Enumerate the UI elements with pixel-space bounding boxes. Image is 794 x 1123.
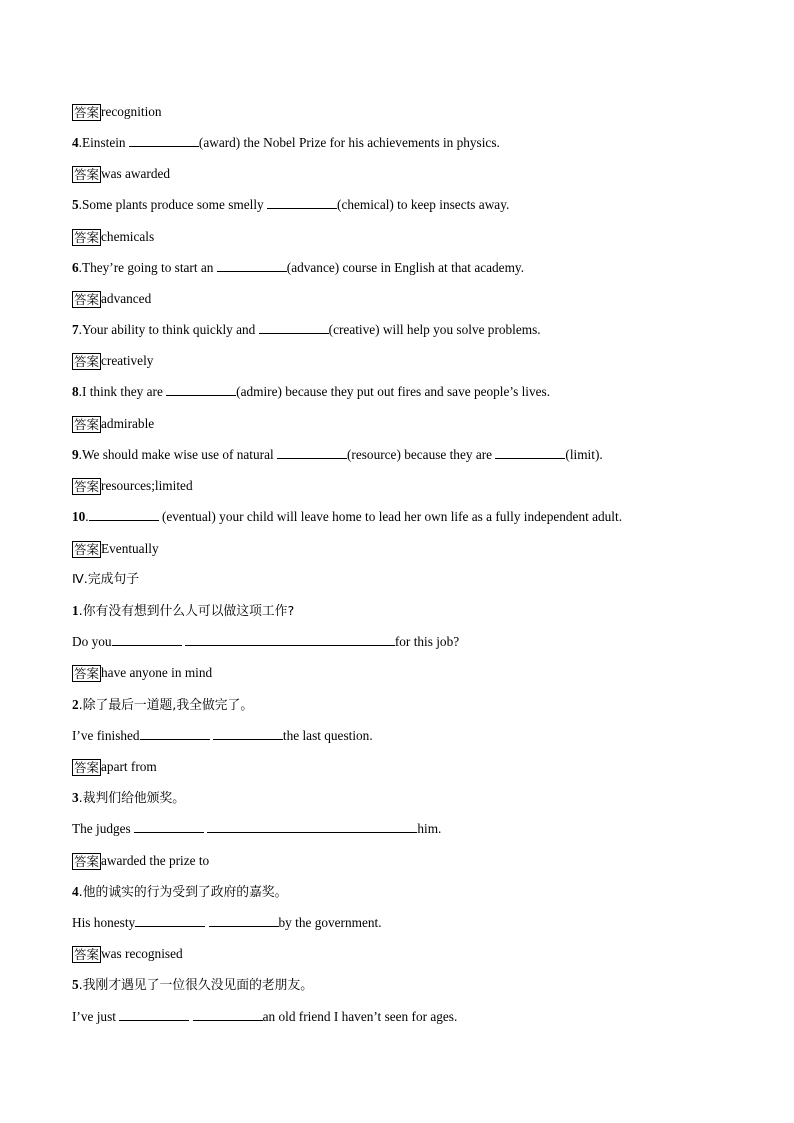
question-text: .除了最后一道题,我全做完了。 (78, 698, 254, 713)
answer-badge: 答案 (74, 542, 100, 558)
question-line (72, 820, 441, 838)
question-line (72, 914, 382, 932)
question-line (72, 727, 373, 745)
answer-blank (185, 633, 395, 646)
question-text: The judges (72, 821, 135, 836)
question-text: (award) the Nobel Prize for his achievements in physics. (198, 135, 500, 150)
question-text: .They’re going to start an (78, 260, 217, 275)
answer-badge: 答案 (74, 666, 100, 682)
question-number: 2 (72, 697, 79, 712)
answer-line (72, 165, 170, 183)
answer-blank (112, 633, 182, 646)
question-text: .Your ability to think quickly and (78, 322, 259, 337)
answer-line (72, 103, 162, 121)
answer-line (72, 415, 154, 433)
question-text: (admire) because they put out fires and save people’s lives. (236, 384, 551, 399)
question-number: 4 (72, 135, 79, 150)
answer-blank (209, 914, 279, 927)
question-text: .你有没有想到什么人可以做这项工作? (78, 604, 295, 619)
chinese-prompt (72, 696, 253, 715)
answer-blank (495, 446, 565, 459)
answer-line (72, 852, 209, 870)
question-text: .Some plants produce some smelly (78, 197, 268, 212)
answer-blank (166, 383, 236, 396)
answer-blank (193, 1008, 263, 1021)
answer-text: admirable (101, 416, 155, 431)
answer-blank (119, 1008, 189, 1021)
answer-text: apart from (101, 759, 157, 774)
question-text: (limit). (565, 447, 603, 462)
question-text: an old friend I haven’t seen for ages. (262, 1009, 458, 1024)
question-number: 7 (72, 322, 79, 337)
question-number: 10 (72, 509, 86, 524)
question-text: (advance) course in English at that academy. (286, 260, 525, 275)
chinese-prompt (72, 789, 185, 808)
question-text: His honesty (72, 915, 136, 930)
answer-text: advanced (101, 291, 152, 306)
question-number: 9 (72, 447, 79, 462)
question-text: the last question. (282, 728, 373, 743)
answer-text: was awarded (101, 166, 171, 181)
question-text: Do you (72, 634, 112, 649)
question-number: 5 (72, 977, 79, 992)
chinese-prompt (72, 883, 287, 902)
question-line (72, 383, 550, 401)
answer-badge: 答案 (74, 947, 100, 963)
answer-text: recognition (101, 104, 162, 119)
answer-blank (135, 914, 205, 927)
question-text: (chemical) to keep insects away. (337, 197, 510, 212)
answer-blank (277, 446, 347, 459)
question-line (72, 1008, 457, 1026)
answer-line (72, 352, 153, 370)
answer-blank (134, 820, 204, 833)
question-number: 4 (72, 884, 79, 899)
answer-blank (207, 820, 417, 833)
question-text: .裁判们给他颁奖。 (78, 791, 186, 806)
question-text: (resource) because they are (347, 447, 496, 462)
question-number: 1 (72, 603, 79, 618)
answer-text: resources;limited (101, 478, 193, 493)
question-number: 8 (72, 384, 79, 399)
answer-blank (259, 321, 329, 334)
answer-badge: 答案 (74, 354, 100, 370)
answer-badge: 答案 (74, 479, 100, 495)
chinese-prompt (72, 976, 313, 995)
answer-badge: 答案 (74, 760, 100, 776)
question-text: I’ve finished (72, 728, 140, 743)
answer-badge: 答案 (74, 230, 100, 246)
question-text: I’ve just (72, 1009, 120, 1024)
answer-badge: 答案 (74, 105, 100, 121)
answer-text: awarded the prize to (101, 853, 210, 868)
answer-badge: 答案 (74, 854, 100, 870)
answer-blank (89, 508, 159, 521)
question-text: .Einstein (78, 135, 129, 150)
question-text: for this job? (394, 634, 460, 649)
chinese-prompt (72, 602, 294, 621)
question-number: 6 (72, 260, 79, 275)
question-line (72, 321, 541, 339)
answer-line (72, 477, 193, 495)
question-text: .我刚才遇见了一位很久没见面的老朋友。 (78, 978, 314, 993)
question-line (72, 134, 500, 152)
answer-badge: 答案 (74, 167, 100, 183)
answer-blank (267, 196, 337, 209)
answer-line (72, 758, 157, 776)
section-title: Ⅳ.完成句子 (72, 572, 140, 587)
answer-blank (140, 727, 210, 740)
answer-line (72, 290, 151, 308)
answer-text: Eventually (101, 541, 159, 556)
answer-line (72, 228, 154, 246)
question-number: 3 (72, 790, 79, 805)
question-line (72, 633, 459, 651)
question-number: 5 (72, 197, 79, 212)
question-text: .I think they are (78, 384, 167, 399)
question-text: (eventual) your child will leave home to lead her own life as a fully independent adult. (158, 509, 623, 524)
question-text: by the government. (278, 915, 382, 930)
question-text: . (85, 509, 89, 524)
answer-blank (213, 727, 283, 740)
question-line (72, 196, 509, 214)
answer-badge: 答案 (74, 417, 100, 433)
answer-text: was recognised (101, 946, 183, 961)
answer-text: have anyone in mind (101, 665, 213, 680)
answer-blank (129, 134, 199, 147)
answer-line (72, 945, 183, 963)
answer-text: creatively (101, 353, 154, 368)
question-line (72, 508, 622, 526)
answer-badge: 答案 (74, 292, 100, 308)
question-line (72, 446, 603, 464)
question-text: (creative) will help you solve problems. (328, 322, 541, 337)
question-line (72, 259, 524, 277)
question-text: him. (417, 821, 442, 836)
question-text: .他的诚实的行为受到了政府的嘉奖。 (78, 885, 288, 900)
answer-text: chemicals (101, 229, 155, 244)
answer-line (72, 664, 212, 682)
answer-line (72, 540, 159, 558)
answer-blank (217, 259, 287, 272)
question-text: .We should make wise use of natural (78, 447, 277, 462)
